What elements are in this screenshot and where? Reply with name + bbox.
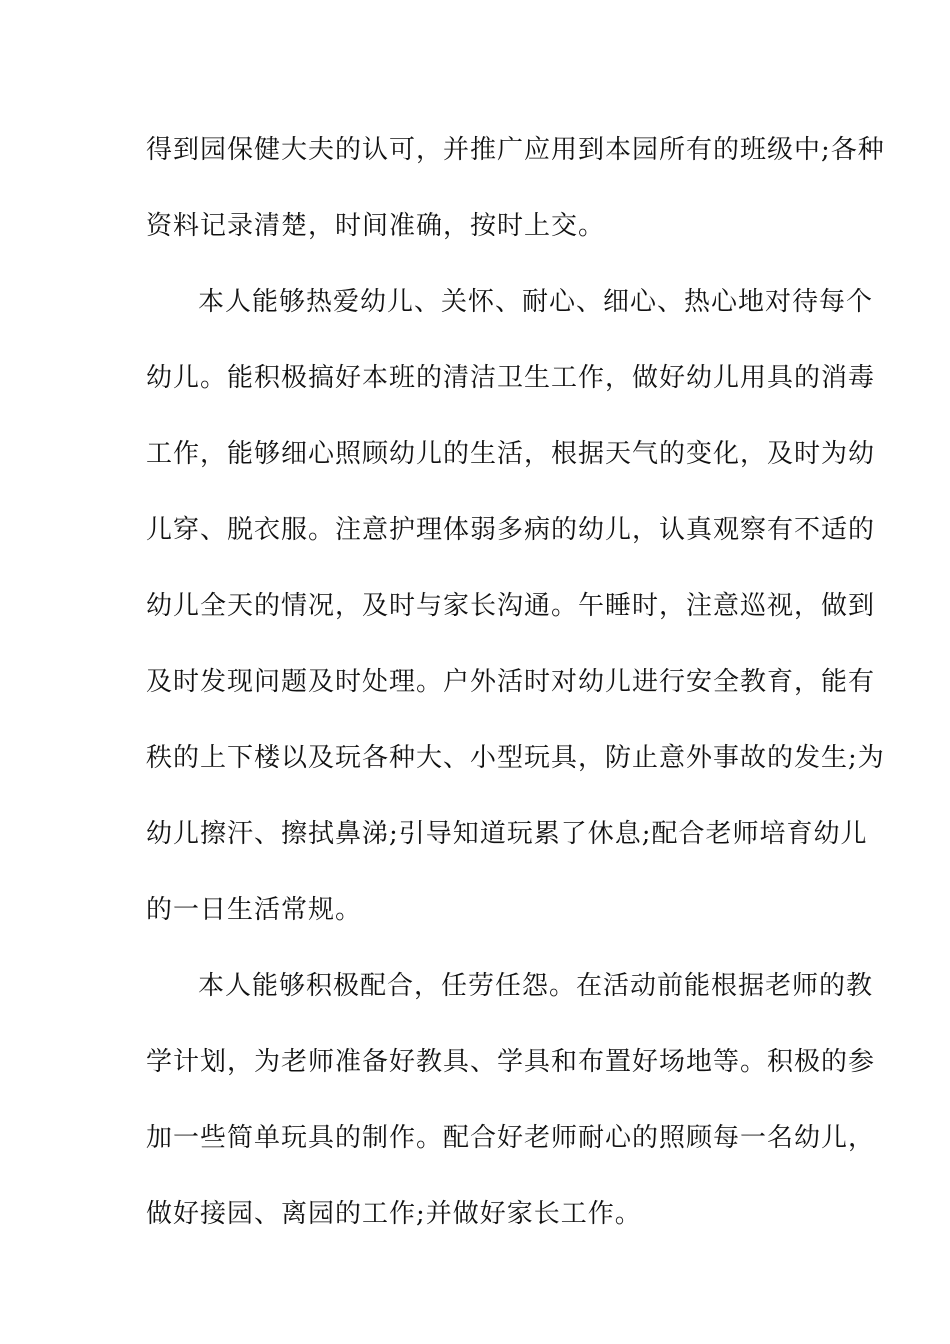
text-line: 工作，能够细心照顾幼儿的生活，根据天气的变化，及时为幼 [146, 439, 876, 469]
paragraph-start-line: 本人能够热爱幼儿、关怀、耐心、细心、热心地对待每个 [198, 287, 874, 317]
text-line: 资料记录清楚，时间准确，按时上交。 [146, 211, 606, 241]
text-line: 得到园保健大夫的认可，并推广应用到本园所有的班级中;各种 [146, 135, 885, 165]
text-line: 做好接园、离园的工作;并做好家长工作。 [146, 1199, 642, 1229]
text-line: 幼儿擦汗、擦拭鼻涕;引导知道玩累了休息;配合老师培育幼儿 [146, 819, 868, 849]
text-line: 秩的上下楼以及玩各种大、小型玩具，防止意外事故的发生;为 [146, 743, 885, 773]
text-line: 幼儿全天的情况，及时与家长沟通。午睡时，注意巡视，做到 [146, 591, 876, 621]
text-line: 及时发现问题及时处理。户外活时对幼儿进行安全教育，能有 [146, 667, 876, 697]
text-line: 加一些简单玩具的制作。配合好老师耐心的照顾每一名幼儿， [146, 1123, 876, 1153]
text-line: 学计划，为老师准备好教具、学具和布置好场地等。积极的参 [146, 1047, 876, 1077]
text-line: 儿穿、脱衣服。注意护理体弱多病的幼儿，认真观察有不适的 [146, 515, 876, 545]
text-line: 幼儿。能积极搞好本班的清洁卫生工作，做好幼儿用具的消毒 [146, 363, 876, 393]
text-line: 的一日生活常规。 [146, 895, 363, 925]
paragraph-start-line: 本人能够积极配合，任劳任怨。在活动前能根据老师的教 [198, 971, 874, 1001]
